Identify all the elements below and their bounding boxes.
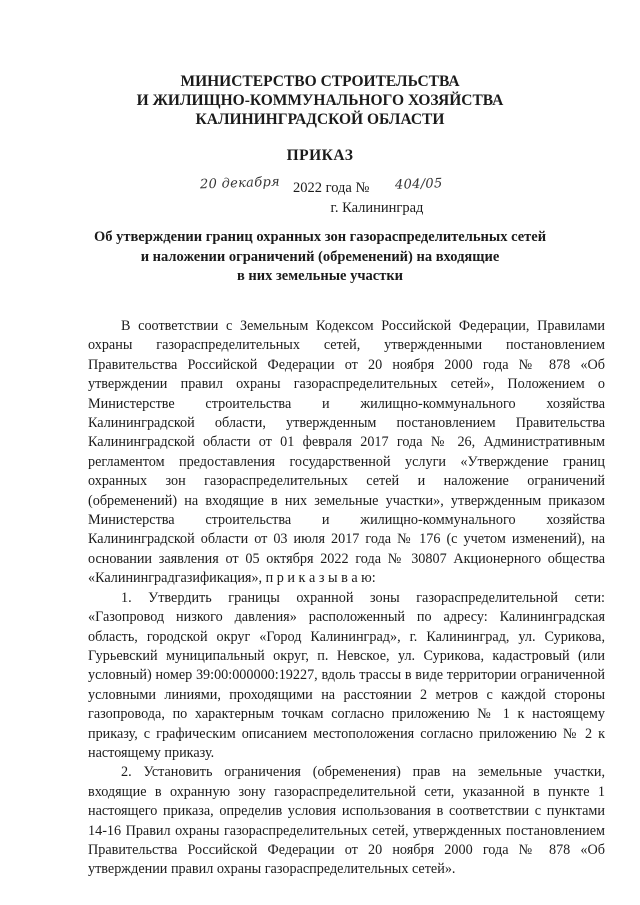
handwritten-number: 404/05 (394, 176, 443, 193)
document-type: ПРИКАЗ (286, 147, 354, 164)
org-line-2: И ЖИЛИЩНО-КОММУНАЛЬНОГО ХОЗЯЙСТВА (136, 92, 504, 109)
order-subject (0, 228, 640, 287)
subject-line-1: Об утверждении границ охранных зон газораспределительных сетей (93, 229, 547, 245)
preamble-paragraph: В соответствии с Земельным Кодексом Российской Федерации, Правилами охраны газораспределительных сетей, утвержденными постановлением Правительства Российской Федерации от 20 ноября 2000 года № 878 «Об утверждении правил охраны газораспределительных сетей», Положением о Министерстве строительства и жилищно-коммунального хозяйства Калининградской области, утвержденным постановлением Правительства Калининградской области от 01 февраля 2017 года № 26, Административным регламентом предоставления государственной услуги «Утверждение границ охранных зон газораспределительных сетей и наложение ограничений (обременений) на входящие в них земельные участки», утвержденным приказом Министерства строительства и жилищно-коммунального хозяйства Калининградской области от 03 июля 2017 года № 176 (с учетом изменений), на основании заявления от 05 октября 2022 года № 30807 Акционерного общества «Калининградгазификация», п р и к а з ы в а ю: (88, 318, 605, 587)
order-body (88, 317, 605, 880)
subject-line-2: и наложении ограничений (обременений) на входящие (140, 248, 500, 265)
item-1-paragraph: 1. Утвердить границы охранной зоны газораспределительной сети: «Газопровод низкого давления» расположенный по адресу: Калининградская область, городской округ «Город Калининград», г. Калининград, ул. Сурикова, Гурьевский муниципальный округ, п. Невское, ул. Сурикова, кадастровый (или условный) номер 39:00:000000:19227, вдоль трассы в виде территории ограниченной условными линиями, проходящими на расстоянии 2 метров с каждой стороны газопровода, по характерным точкам согласно приложению № 1 к настоящему приказу, с графическим описанием местоположения согласно приложению № 2 к настоящему приказу. (88, 589, 605, 761)
subject-line-3: в них земельные участки (236, 268, 404, 284)
city-name: г. Калининград (330, 200, 424, 216)
org-line-1: МИНИСТЕРСТВО СТРОИТЕЛЬСТВА (180, 73, 460, 90)
year-text: 2022 года № (293, 180, 370, 196)
organization-name (0, 72, 640, 129)
org-line-3: КАЛИНИНГРАДСКОЙ ОБЛАСТИ (195, 111, 445, 128)
item-2-paragraph: 2. Установить ограничения (обременения) прав на земельные участки, входящие в охранную зону газораспределительной сети, указанной в пункте 1 настоящего приказа, определив условия использования в соответствии с пунктами 14-16 Правил охраны газораспределительных сетей, утвержденных постановлением Правительства Российской Федерации от 20 ноября 2000 года № 878 «Об утверждении правил охраны газораспределительных сетей». (88, 764, 605, 878)
handwritten-date: 20 декабря (199, 174, 281, 193)
